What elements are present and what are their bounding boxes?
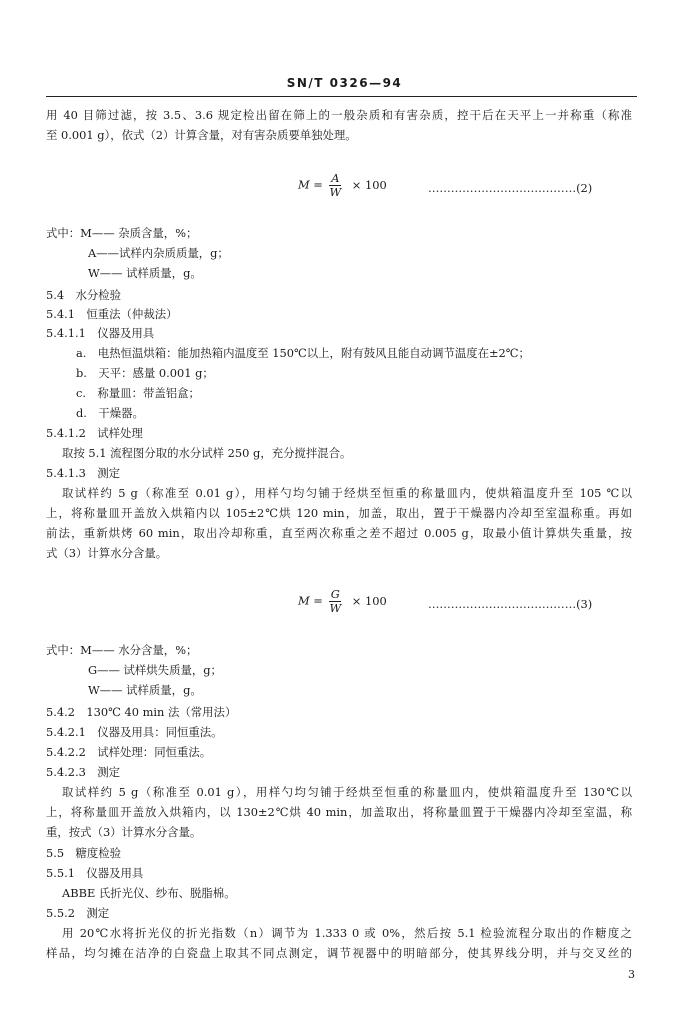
where-line: G—— 试样烘失质量，g；	[88, 663, 222, 677]
formula-3	[298, 588, 387, 615]
paragraph-line: 用 40 目筛过滤，按 3.5、3.6 规定检出留在筛上的一般杂质和有害杂质，控干后在天平上一并称重（称准	[46, 108, 632, 122]
section-heading: 5.4 水分检验	[46, 288, 122, 302]
section-heading: 5.4.2.2 试样处理：同恒重法。	[46, 745, 212, 759]
denominator: W	[329, 185, 342, 199]
paragraph-line: 上，将称量皿开盖放入烘箱内，以 130±2℃烘 40 min，加盖取出，将称量皿置于干燥器内冷却至室温，称	[46, 805, 632, 819]
section-heading: 5.5.1 仪器及用具	[46, 866, 144, 880]
section-heading: 5.4.2.1 仪器及用具：同恒重法。	[46, 725, 223, 739]
where-line: W—— 试样质量，g。	[88, 266, 202, 280]
section-heading: 5.4.2 130℃ 40 min 法（常用法）	[46, 705, 237, 719]
paragraph-line: ABBE 氏折光仪、纱布、脱脂棉。	[62, 886, 236, 900]
paragraph-line: 取试样约 5 g（称准至 0.01 g），用样勺均匀铺于经烘至恒重的称量皿内，使烘箱温度升至 130℃以	[62, 785, 632, 799]
paragraph-line: 用 20℃水将折光仪的折光指数（n）调节为 1.333 0 或 0%，然后按 5.1 检验流程分取出的作糖度之	[62, 926, 632, 940]
formula-rhs: × 100	[351, 177, 387, 192]
paragraph-line: 取试样约 5 g（称准至 0.01 g），用样勺均匀铺于经烘至恒重的称量皿内，使烘箱温度升至 105 ℃以	[62, 486, 632, 500]
paragraph-line: 样品，均匀摊在洁净的白瓷盘上取其不同点测定，调节视器中的明暗部分，使其界线分明，并与交叉丝的	[46, 946, 632, 960]
paragraph-line: 上，将称量皿开盖放入烘箱内以 105±2℃烘 120 min，加盖，取出，置于干燥器内冷却至室温称重。再如	[46, 506, 632, 520]
section-heading: 5.4.1.1 仪器及用具	[46, 326, 155, 340]
equation-leader-3: …………………………………(3)	[428, 597, 593, 611]
where-line: 式中：M—— 杂质含量，%；	[46, 226, 198, 240]
list-item: b. 天平：感量 0.001 g；	[76, 366, 214, 380]
section-heading: 5.5.2 测定	[46, 906, 110, 920]
equation-leader-2: …………………………………(2)	[428, 181, 593, 195]
paragraph-line: 前法，重新烘烤 60 min，取出冷却称重，直至两次称重之差不超过 0.005 g，取最小值计算烘失重量，按	[46, 526, 632, 540]
section-heading: 5.5 糖度检验	[46, 846, 122, 860]
where-line: W—— 试样质量，g。	[88, 683, 202, 697]
standard-number-header: SN/T 0326—94	[286, 76, 403, 90]
where-line: 式中：M—— 水分含量，%；	[46, 643, 198, 657]
section-heading: 5.4.1.2 试样处理	[46, 426, 143, 440]
fraction	[329, 588, 341, 615]
paragraph-line: 至 0.001 g），依式（2）计算含量，对有害杂质要单独处理。	[46, 128, 357, 142]
section-heading: 5.4.2.3 测定	[46, 765, 121, 779]
paragraph-line: 重，按式（3）计算水分含量。	[46, 825, 202, 839]
section-heading: 5.4.1.3 测定	[46, 466, 121, 480]
section-heading: 5.4.1 恒重法（仲裁法）	[46, 307, 178, 321]
numerator: A	[331, 171, 340, 185]
where-line: A——试样内杂质质量，g；	[88, 246, 229, 260]
paragraph-line: 取按 5.1 流程图分取的水分试样 250 g，充分搅拌混合。	[62, 446, 352, 460]
formula-rhs: × 100	[351, 593, 387, 608]
page-number: 3	[628, 968, 635, 981]
paragraph-line: 式（3）计算水分含量。	[46, 546, 168, 560]
fraction	[329, 172, 341, 199]
formula-lhs: M =	[298, 177, 323, 192]
list-item: c. 称量皿：带盖铝盒；	[76, 386, 200, 400]
numerator: G	[330, 587, 340, 601]
formula-2	[298, 172, 387, 199]
list-item: a. 电热恒温烘箱：能加热箱内温度至 150℃以上，附有鼓风且能自动调节温度在±2℃；	[76, 346, 530, 360]
header-rule	[46, 96, 637, 97]
list-item: d. 干燥器。	[76, 406, 144, 420]
denominator: W	[329, 601, 342, 615]
formula-lhs: M =	[298, 593, 323, 608]
